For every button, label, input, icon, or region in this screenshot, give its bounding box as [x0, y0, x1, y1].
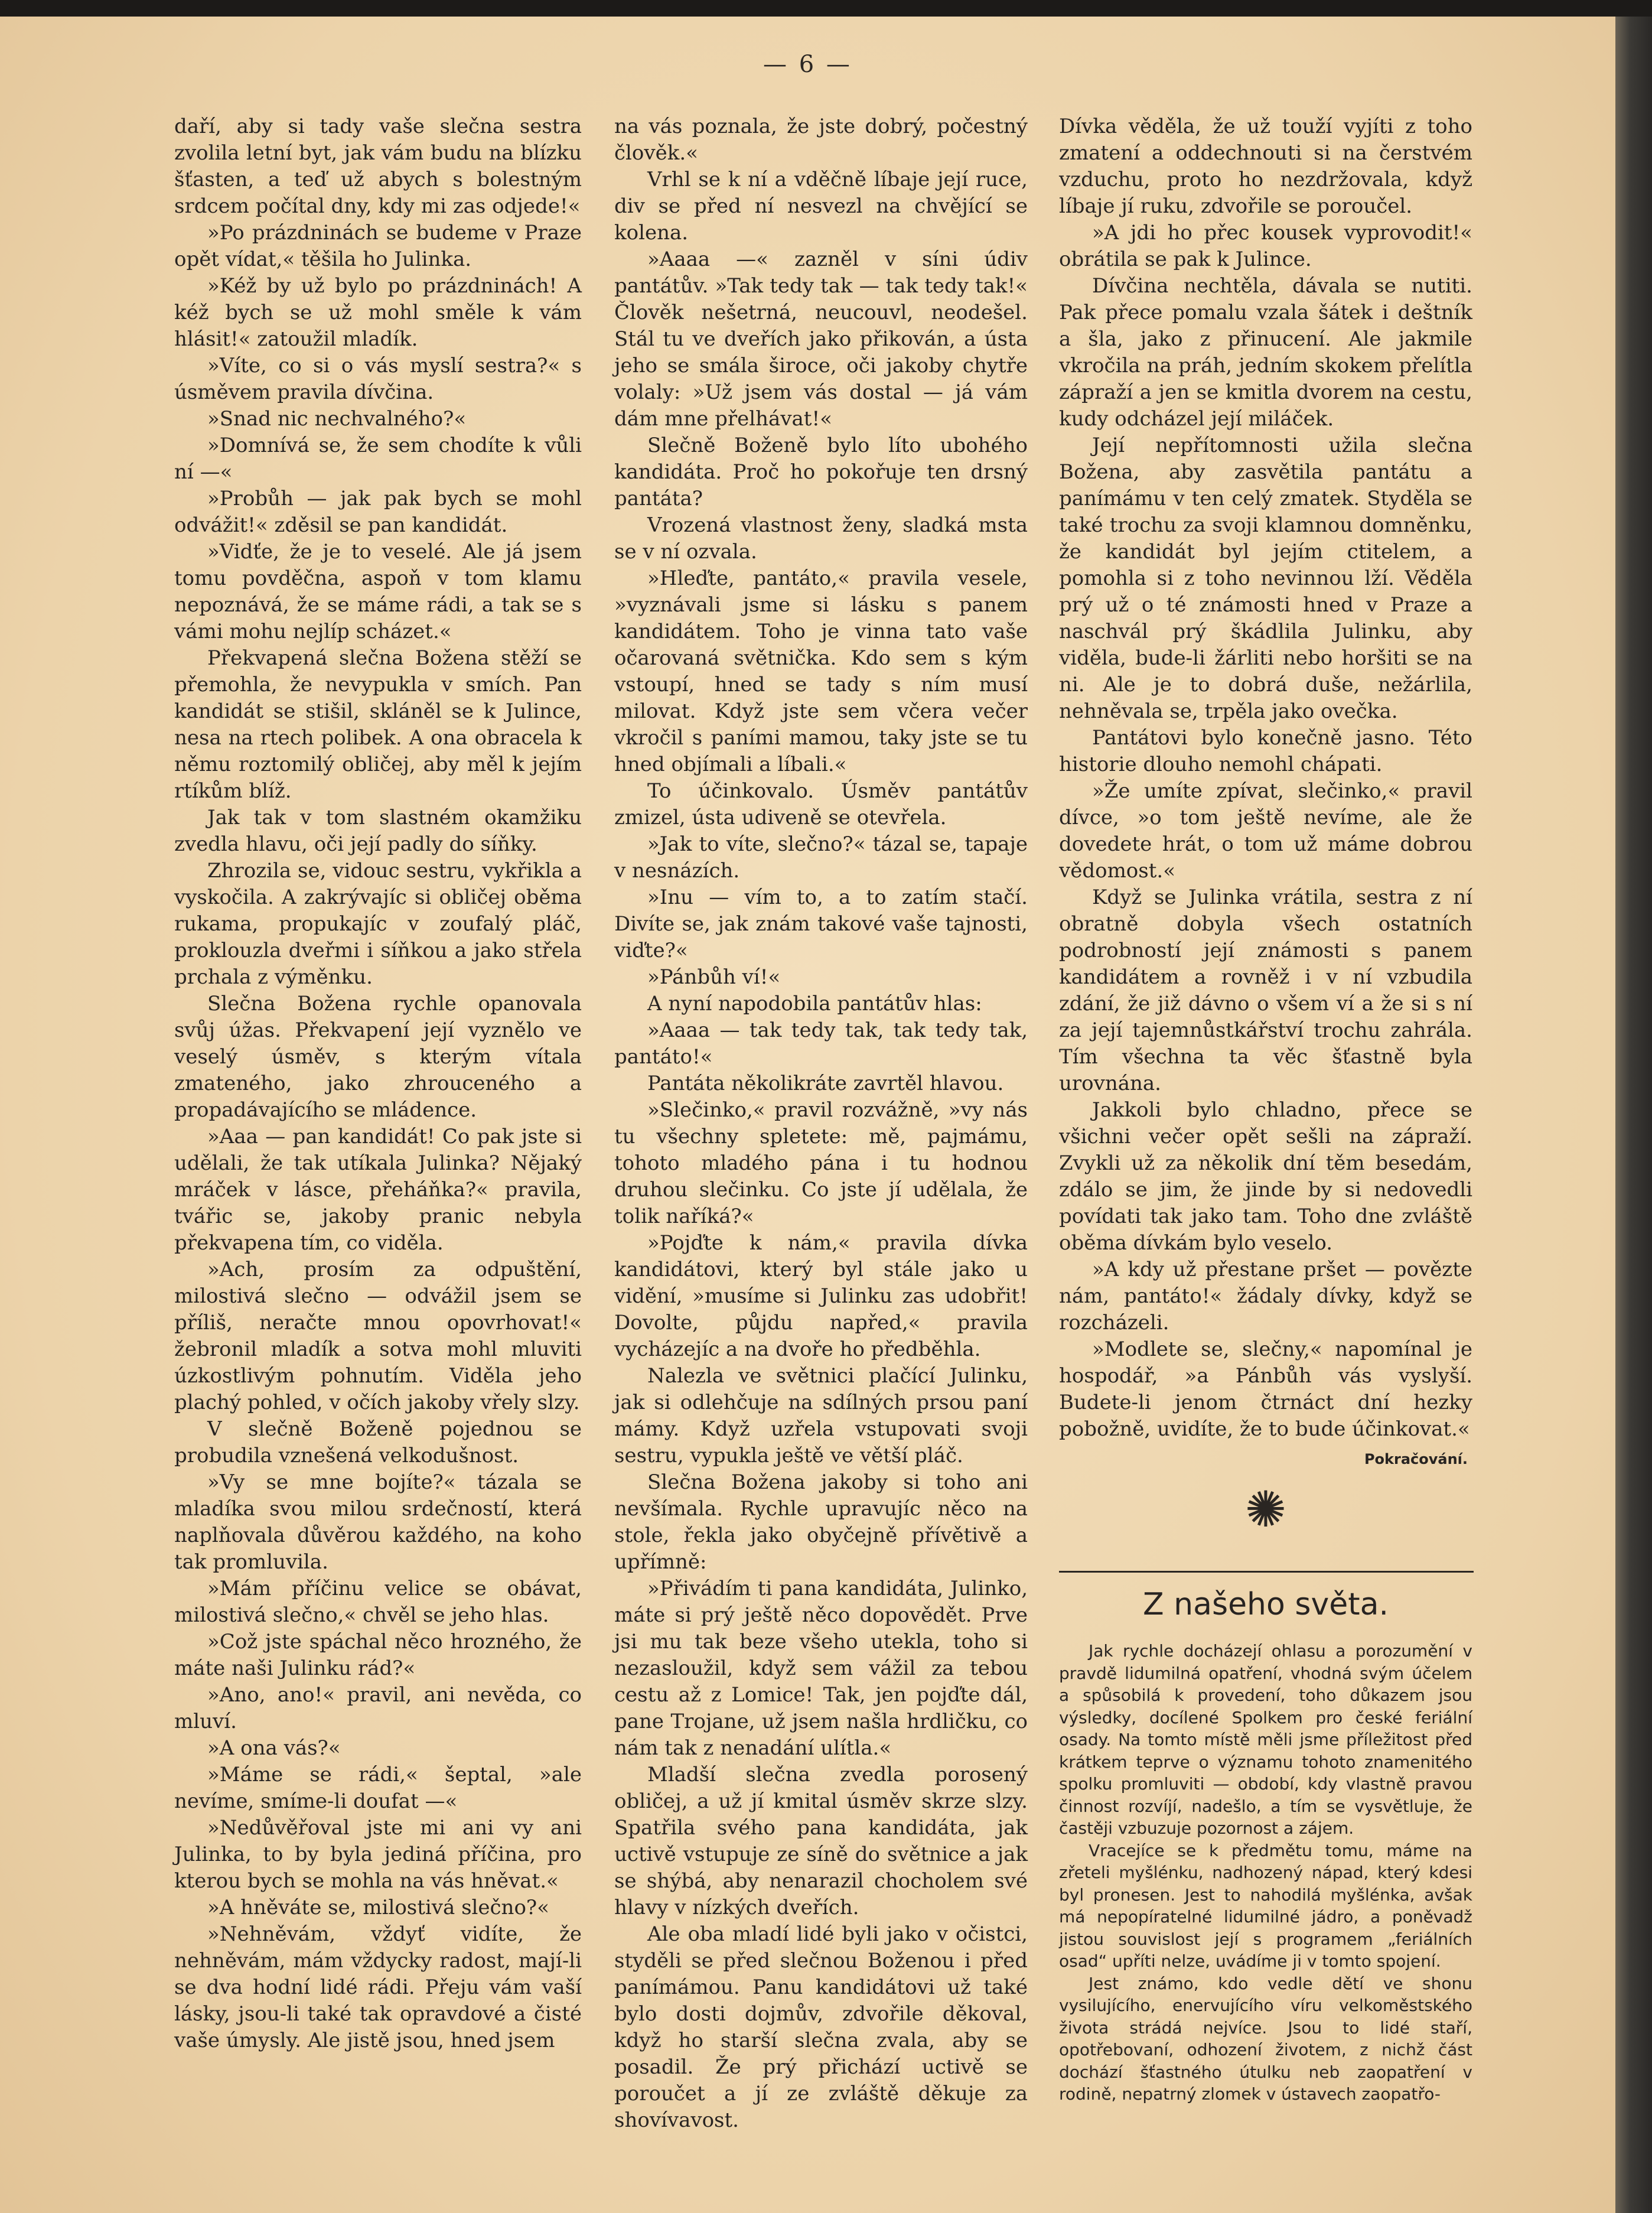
article-paragraph: Vracejíce se k předmětu tomu, máme na zřeteli myšlénku, nadhozený nápad, který kdesi byl pronesen. Jest to nahodilá myšlénka, avšak má nepopíratelné lidumilné jádro, a poněvadž jistou souvislost její s programem „feriálních osad“ upříti nelze, uvádíme ji v tomto spojení. [1059, 1840, 1472, 1971]
article-paragraph: Jest známo, kdo vedle dětí ve shonu vysilujícího, enervujícího víru velkoměstského života strádá nejvíce. Jsou to lidé staří, opotřebovaní, odhození životem, z nichž část dochází šťastného útulku neb zaopatření v rodině, nepatrný zlomek v ústavech zaopatřo- [1059, 1973, 1472, 2104]
paragraph: Jakkoli bylo chladno, přece se všichni večer opět sešli na zápraží. Zvykli už za několik dní těm besedám, zdálo se jim, že jinde by si nedovedli povídati tak jako tam. Toho dne zvláště oběma dívkám bylo veselo. [1059, 1098, 1472, 1255]
paragraph: Zhrozila se, vidouc sestru, vykřikla a vyskočila. A zakrývajíc si obličej oběma rukama, propukajíc v zoufalý pláč, proklouzla dveřmi i síňkou a jako střela prchala z výměnku. [174, 859, 582, 989]
paragraph: »Aaaa —« zazněl v síni údiv pantátův. »Tak tedy tak — tak tedy tak!« Člověk nešetrná, neucouvl, neodešel. Stál tu ve dveřích jako přikován, a ústa jeho se smála široce, oči jakoby chytře volaly: »Už jsem vás dostal — já vám dám mne přelhávat!« [614, 248, 1028, 431]
section-article [1059, 1640, 1472, 2105]
text-column-1 [174, 113, 582, 2054]
ornament-star-icon: ✺ [1244, 1480, 1287, 1538]
paragraph: »Probůh — jak pak bych se mohl odvážit!« zděsil se pan kandidát. [174, 487, 582, 537]
paragraph: V slečně Boženě pojednou se probudila vznešená velkodušnost. [174, 1417, 582, 1467]
section-title: Z našeho světa. [1143, 1587, 1389, 1622]
paragraph: »Snad nic nechvalného?« [207, 407, 467, 431]
paragraph: »Nehněvám, vždyť vidíte, že nehněvám, mám vždycky radost, mají-li se dva hodní lidé rádi. Přeju vám vaší lásky, jsou-li také tak opravdové a čisté vaše úmysly. Ale jistě jsou, hned jsem [174, 1922, 582, 2052]
paragraph: na vás poznala, že jste dobrý, počestný člověk.« [614, 115, 1028, 165]
article-paragraph: Jak rychle docházejí ohlasu a porozumění v pravdě lidumilná opatření, vhodná svým účelem a spůsobilá k provedení, toho důkazem jsou výsledky, docílené Spolkem pro české feriální osady. Na tomto místě měli jsme příležitost před krátkem teprve o významu tohoto znamenitého spolku promluviti — období, kdy vlastně pravou činnost rozvíjí, nadešlo, a tím se vysvětluje, že častěji vzbuzuje pozornost a zájem. [1059, 1641, 1472, 1838]
text-column-2 [614, 113, 1028, 2134]
paragraph: »Vy se mne bojíte?« tázala se mladíka svou milou srdečností, která naplňovala důvěrou každého, na koho tak promluvila. [174, 1470, 582, 1574]
paragraph: »Kéž by už bylo po prázdninách! A kéž bych se už mohl směle k vám hlásit!« zatoužil mladík. [174, 274, 582, 351]
paragraph: Nalezla ve světnici plačící Julinku, jak si odlehčuje na sdílných prsou paní mámy. Když uzřela vstupovati svoji sestru, vypukla ještě ve větší pláč. [614, 1364, 1028, 1467]
paragraph: Pantátovi bylo konečně jasno. Této historie dlouho nemohl chápati. [1059, 726, 1472, 776]
paragraph: »Ach, prosím za odpuštění, milostivá slečno — odvážil jsem se příliš, neračte mnou opovrhovat!« žebronil mladík a sotva mohl mluviti úzkostlivým pohnutím. Viděla jeho plachý pohled, v očích jakoby vřely slzy. [174, 1258, 582, 1414]
paragraph: Vrozená vlastnost ženy, sladká msta se v ní ozvala. [614, 513, 1028, 564]
text-column-3 [1059, 113, 1472, 2105]
paragraph: Dívka věděla, že už touží vyjíti z toho zmatení a oddechnouti si na čerstvém vzduchu, proto ho nezdržovala, když líbaje jí ruku, zdvořile se poroučel. [1059, 115, 1472, 218]
paragraph: »Že umíte zpívat, slečinko,« pravil dívce, »o tom ještě nevíme, ale že dovedete hrát, o tom už máme dobrou vědomost.« [1059, 779, 1472, 883]
paragraph: »Aaa — pan kandidát! Co pak jste si udělali, že tak utíkala Julinka? Nějaký mráček v lásce, přeháňka?« pravila, tvářic se, jakoby pranic nebyla překvapena tím, co viděla. [174, 1125, 582, 1255]
paragraph: Slečna Božena rychle opanovala svůj úžas. Překvapení její vyznělo ve veselý úsměv, s kterým vítala zmateného, jako zhrouceného a propadávajícího se mládence. [174, 992, 582, 1122]
paragraph: »A hněváte se, milostivá slečno?« [207, 1896, 549, 1919]
paragraph: »Což jste spáchal něco hrozného, že máte naši Julinku rád?« [174, 1630, 582, 1680]
paragraph: »Po prázdninách se budeme v Praze opět vídat,« těšila ho Julinka. [174, 221, 582, 271]
paragraph: »Domnívá se, že sem chodíte k vůli ní —« [174, 434, 582, 484]
paragraph: Když se Julinka vrátila, sestra z ní obratně dobyla všech ostatních podrobností její známosti s panem kandidátem a rovněž i v ní vzbudila zdání, že již dávno o všem ví a že si s ní za její tajemnůstkářství trochu zahrála. Tím všechna ta věc šťastně byla urovnána. [1059, 886, 1472, 1095]
paragraph: »Víte, co si o vás myslí sestra?« s úsměvem pravila dívčina. [174, 354, 582, 404]
paragraph: »Jak to víte, slečno?« tázal se, tapaje v nesnázích. [614, 832, 1028, 883]
newspaper-page [0, 17, 1615, 2213]
paragraph: »Slečinko,« pravil rozvážně, »vy nás tu všechny spletete: mě, pajmámu, tohoto mladého pána i tu hodnou druhou slečinku. Co jste jí udělala, že tolik naříká?« [614, 1098, 1028, 1228]
paragraph: Vrhl se k ní a vděčně líbaje její ruce, div se před ní nesvezl na chvějící se kolena. [614, 168, 1028, 245]
paragraph: »Hleďte, pantáto,« pravila vesele, »vyznávali jsme si lásku s panem kandidátem. Toho je vinna tato vaše očarovaná světnička. Kdo sem s kým vstoupí, hned se tady s ním musí milovat. Když jste sem včera večer vkročil s paními mamou, taky jste se tu hned objímali a líbali.« [614, 567, 1028, 776]
paragraph: Překvapená slečna Božena stěží se přemohla, že nevypukla v smích. Pan kandidát se stišil, skláněl se k Julince, nesa na rtech polibek. A ona obracela k němu roztomilý obličej, aby měl k jejím rtíkům blíž. [174, 646, 582, 803]
paragraph: A nyní napodobila pantátův hlas: [647, 992, 982, 1016]
paragraph: »Mám příčinu velice se obávat, milostivá slečno,« chvěl se jeho hlas. [174, 1577, 582, 1627]
paragraph: »A ona vás?« [207, 1736, 341, 1760]
continued-label: Pokračování. [1364, 1451, 1468, 1467]
paragraph: Její nepřítomnosti užila slečna Božena, aby zasvětila pantátu a panímámu v ten celý zmatek. Styděla se také trochu za svoji klamnou domněnku, že kandidát byl jejím ctitelem, a pomohla si z toho nevinnou lží. Věděla prý už o té známosti hned v Praze a naschvál prý škádlila Julinku, aby viděla, bude-li žárliti nebo horšiti se na ni. Ale je to dobrá duše, nežárlila, nehněvala se, trpěla jako ovečka. [1059, 434, 1472, 723]
paragraph: »A kdy už přestane pršet — povězte nám, pantáto!« žádaly dívky, když se rozcházeli. [1059, 1258, 1472, 1335]
paragraph: »Vidťe, že je to veselé. Ale já jsem tomu povděčna, aspoň v tom klamu nepoznává, že se máme rádi, a tak se s vámi mohu nejlíp scházet.« [174, 540, 582, 643]
paragraph: »Pánbůh ví!« [647, 965, 781, 989]
paragraph: »Máme se rádi,« šeptal, »ale nevíme, smíme-li doufat —« [174, 1763, 582, 1813]
paragraph: »Pojďte k nám,« pravila dívka kandidátovi, který byl stále jako u vidění, »musíme si Julinku zas udobřit! Dovolte, půjdu napřed,« pravila vycházejíc a na dvoře ho předběhla. [614, 1231, 1028, 1361]
paragraph: »Nedůvěřoval jste mi ani vy ani Julinka, to by byla jediná příčina, pro kterou bych se mohla na vás hněvat.« [174, 1816, 582, 1893]
paragraph: daří, aby si tady vaše slečna sestra zvolila letní byt, jak vám budu na blízku šťasten, a teď už abych s bolestným srdcem počítal dny, kdy mi zas odjede!« [174, 115, 582, 218]
paragraph: »Ano, ano!« pravil, ani nevěda, co mluví. [174, 1683, 582, 1733]
paragraph: »A jdi ho přec kousek vyprovodit!« obrátila se pak k Julince. [1059, 221, 1472, 271]
paragraph: Dívčina nechtěla, dávala se nutiti. Pak přece pomalu vzala šátek i deštník a šla, jako z přinucení. Ale jakmile vkročila na práh, jedním skokem přelítla zápraží a jen se kmitla dvorem na cestu, kudy odcházel její miláček. [1059, 274, 1472, 431]
paragraph: »Aaaa — tak tedy tak, tak tedy tak, pantáto!« [614, 1018, 1028, 1069]
paragraph: Mladší slečna zvedla porosený obličej, a už jí kmital úsměv skrze slzy. Spatřila svého pana kandidáta, jak uctivě vstupuje ze síně do světnice a jak se shýbá, aby nenarazil chocholem své hlavy v nízkých dveřích. [614, 1763, 1028, 1919]
paragraph: »Přivádím ti pana kandidáta, Julinko, máte si prý ještě něco dopovědět. Prve jsi mu tak beze všeho utekla, toho si nezasloužil, když sem vážil za tebou cestu až z Lomice! Tak, jen pojďte dál, pane Trojane, už jsem našla hrdličku, co nám tak z nenadání ulítla.« [614, 1577, 1028, 1760]
paragraph: To účinkovalo. Úsměv pantátův zmizel, ústa udiveně se otevřela. [614, 779, 1028, 829]
section-divider [1059, 1571, 1474, 1573]
paragraph: »Inu — vím to, a to zatím stačí. Divíte se, jak znám takové vaše tajnosti, viďte?« [614, 886, 1028, 962]
paragraph: Slečně Boženě bylo líto ubohého kandidáta. Proč ho pokořuje ten drsný pantáta? [614, 434, 1028, 510]
page-number: — 6 — [763, 51, 852, 78]
paragraph: Ale oba mladí lidé byli jako v očistci, styděli se před slečnou Boženou i před panímámou. Panu kandidátovi už také bylo dosti dojmův, zdvořile děkoval, když ho starší slečna zvala, aby se posadil. Že prý přichází uctivě se poroučet a jí ze zvláště děkuje za shovívavost. [614, 1922, 1028, 2132]
paragraph: Jak tak v tom slastném okamžiku zvedla hlavu, oči její padly do síňky. [174, 806, 582, 856]
paragraph: Slečna Božena jakoby si toho ani nevšímala. Rychle upravujíc něco na stole, řekla jako obyčejně přívětivě a upřímně: [614, 1470, 1028, 1574]
page-edge [1615, 17, 1652, 2213]
story-continuation [1059, 113, 1472, 1443]
paragraph: »Modlete se, slečny,« napomínal je hospodář, »a Pánbůh vás vyslyší. Budete-li jenom čtrnáct dní hezky pobožně, uvidíte, že to bude účinkovat.« [1059, 1337, 1472, 1441]
paragraph: Pantáta několikráte zavrtěl hlavou. [647, 1072, 1004, 1095]
